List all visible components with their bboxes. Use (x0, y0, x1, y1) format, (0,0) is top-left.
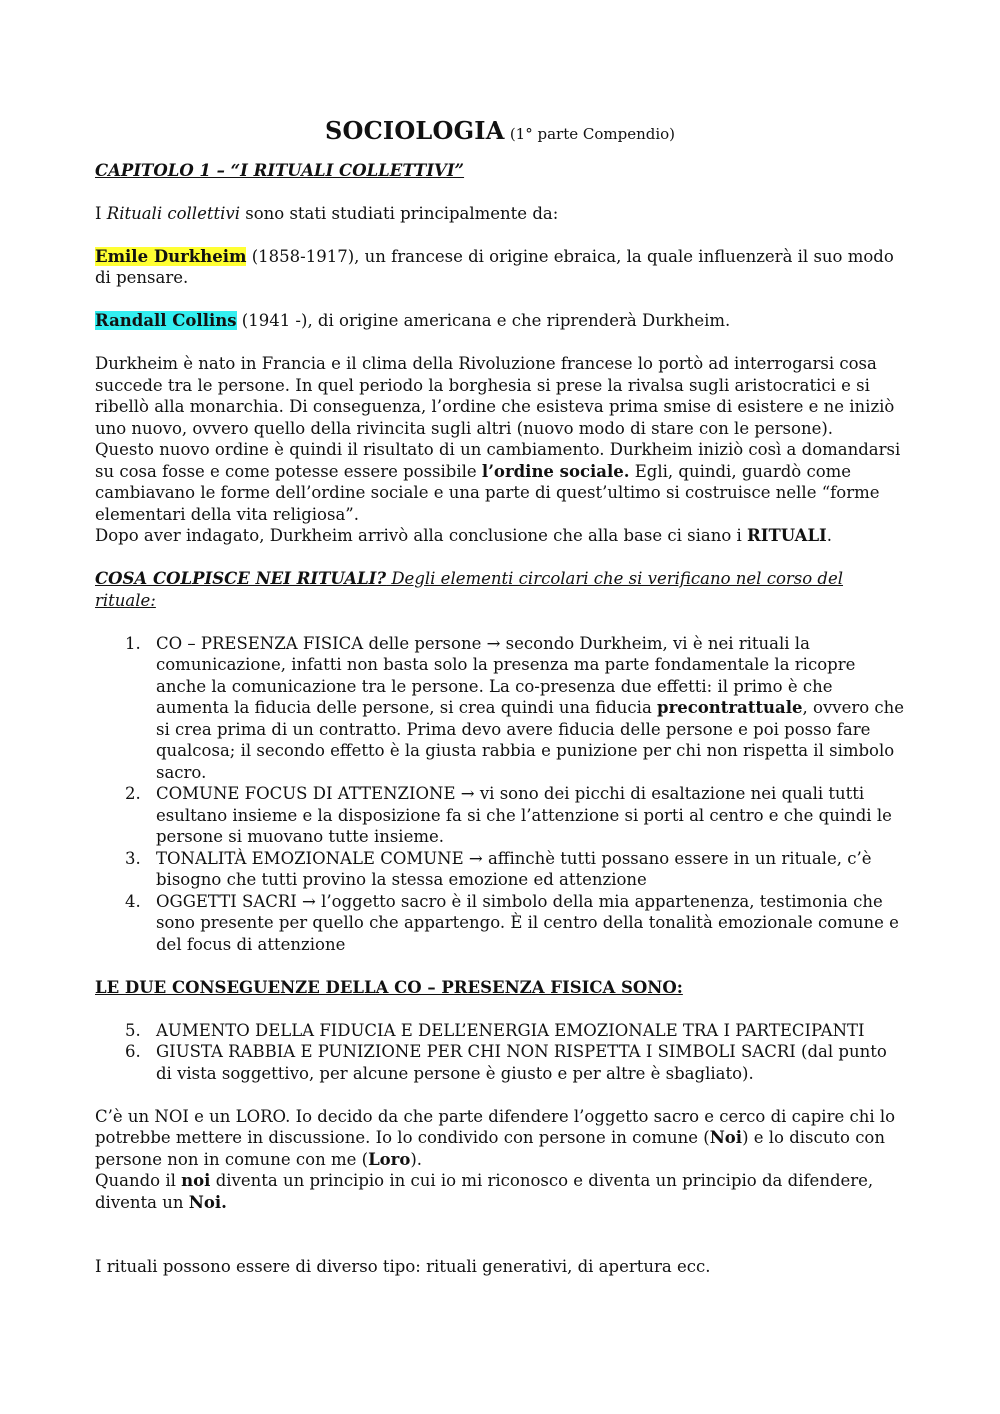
title-main: SOCIOLOGIA (324, 116, 505, 145)
rituals-bold: RITUALI (747, 526, 827, 545)
rituals-conclusion-paragraph: Dopo aver indagato, Durkheim arrivò alla conclusione che alla base ci siano i RITUALI. (95, 526, 833, 545)
list-item: 6. GIUSTA RABBIA E PUNIZIONE PER CHI NON RISPETTA I SIMBOLI SACRI (dal punto di vista soggettivo, per alcune persone è giusto e per altre è sbagliato). (125, 1042, 887, 1083)
title-subtitle: (1° parte Compendio) (509, 125, 676, 143)
list-item: 3. TONALITÀ EMOZIONALE COMUNE → affinchè tutti possano essere in un rituale, c’è bisogno che tutti provino la stessa emozione ed attenzione (125, 848, 872, 889)
social-order-bold: l’ordine sociale. (481, 461, 630, 481)
noi-principle-paragraph: Quando il noi diventa un principio in cui io mi riconosco e diventa un principio da difendere, diventa un Noi. (95, 1171, 874, 1212)
collins-name-highlight: Randall Collins (95, 311, 237, 330)
document-body (95, 116, 905, 1278)
chapter-heading: CAPITOLO 1 – “I RITUALI COLLETTIVI” (95, 160, 465, 180)
question-bold: COSA COLPISCE NEI RITUALI? (95, 569, 387, 588)
durkheim-context-paragraph: Durkheim è nato in Francia e il clima della Rivoluzione francese lo portò ad interrogarsi cosa succede tra le persone. In quel periodo la borghesia si prese la rivalsa sugli aristocratici e si ribellò alla monarchia. Di conseguenza, l’ordine che esisteva prima smise di esistere e ne iniziò uno nuovo, ovvero quello della rivincita sugli altri (nuovo modo di stare con le persone). (95, 354, 895, 438)
list-item: 1. CO – PRESENZA FISICA delle persone → secondo Durkheim, vi è nei rituali la comunicazione, infatti non basta solo la presenza ma parte fondamentale la ricopre anche la comunicazione tra le persone. La co-presenza due effetti: il primo è che aumenta la fiducia delle persone, si crea quindi una fiducia precontrattuale, ovvero che si crea prima di un contratto. Prima devo avere fiducia delle persone e poi posso fare qualcosa; il secondo effetto è la giusta rabbia e punizione per chi non rispetta il simbolo sacro. (125, 633, 905, 782)
list-item: 4. OGGETTI SACRI → l’oggetto sacro è il simbolo della mia appartenenza, testimonia che sono presente per quello che appartengo. È il centro della tonalità emozionale comune e del focus di attenzione (125, 891, 899, 954)
document-title (95, 116, 905, 146)
durkheim-name-highlight: Emile Durkheim (95, 246, 247, 266)
intro-paragraph: I Rituali collettivi sono stati studiati principalmente da: (95, 203, 559, 223)
durkheim-paragraph: Emile Durkheim (1858-1917), un francese di origine ebraica, la quale influenzerà il suo modo di pensare. (95, 246, 894, 287)
consequences-heading: LE DUE CONSEGUENZE DELLA CO – PRESENZA FISICA SONO: (95, 977, 683, 997)
closing-paragraph: I rituali possono essere di diverso tipo: rituali generativi, di apertura ecc. (95, 1257, 711, 1276)
intro-italic: Rituali collettivi (106, 203, 240, 223)
list-item: 2. COMUNE FOCUS DI ATTENZIONE → vi sono dei picchi di esaltazione nei quali tutti esultano insieme e la disposizione fa si che l’attenzione si porti al centro e che quindi le persone si muovano tutte insieme. (125, 784, 892, 846)
collins-paragraph: Randall Collins (1941 -), di origine americana e che riprenderà Durkheim. (95, 311, 731, 330)
question-heading: COSA COLPISCE NEI RITUALI? Degli elementi circolari che si verificano nel corso del rituale: (95, 569, 844, 610)
noi-loro-paragraph: C’è un NOI e un LORO. Io decido da che parte difendere l’oggetto sacro e cerco di capire chi lo potrebbe mettere in discussione. Io lo condivido con persone in comune (Noi) e lo discuto con persone non in comune con me (Loro). (95, 1106, 896, 1169)
consequences-list (95, 1020, 905, 1085)
social-order-paragraph: Questo nuovo ordine è quindi il risultato di un cambiamento. Durkheim iniziò così a domandarsi su cosa fosse e come potesse essere possibile l’ordine sociale. Egli, quindi, guardò come cambiavano le forme dell’ordine sociale e una parte di quest’ultimo si costruisce nelle “forme elementari della vita religiosa”. (95, 440, 901, 524)
ritual-elements-list (95, 633, 905, 956)
list-item: 5. AUMENTO DELLA FIDUCIA E DELL’ENERGIA EMOZIONALE TRA I PARTECIPANTI (125, 1020, 865, 1040)
